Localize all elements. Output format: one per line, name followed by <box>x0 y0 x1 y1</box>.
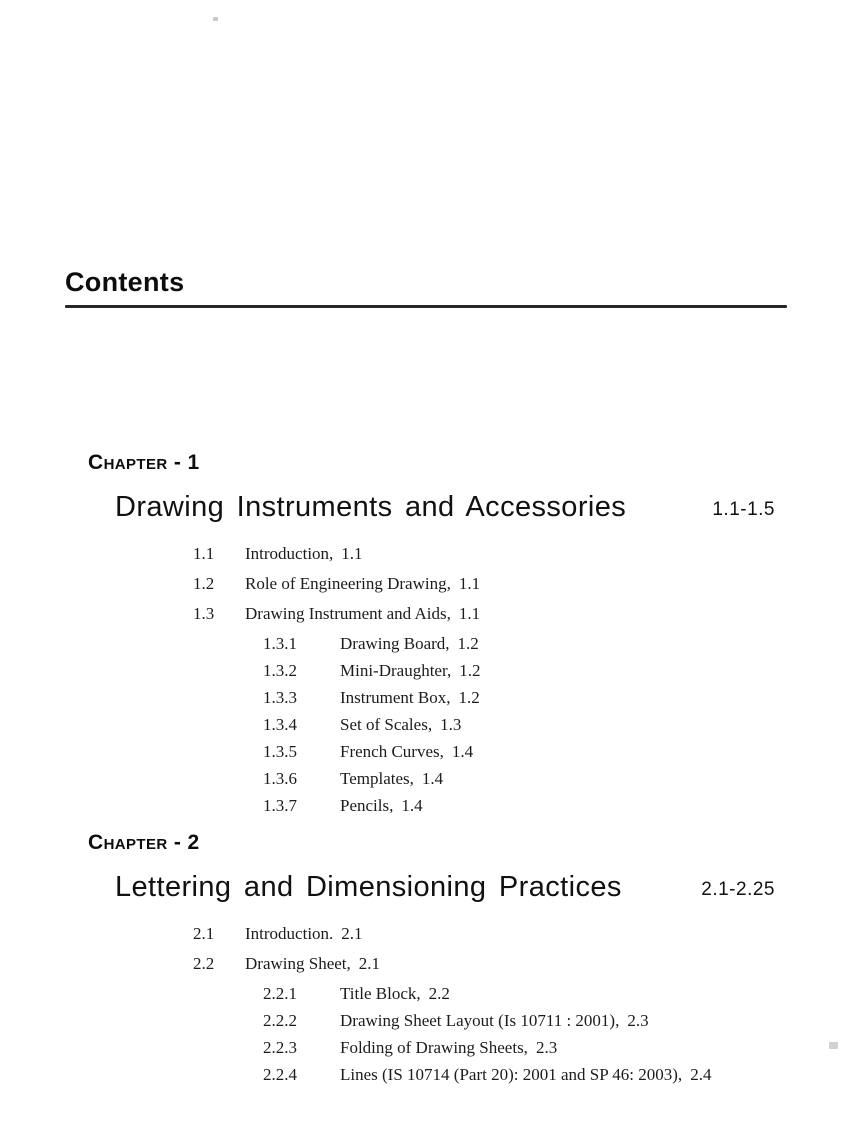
toc-entry-number: 2.2 <box>193 954 215 973</box>
toc-entry-2.1 <box>65 923 787 945</box>
toc-entry-1.3 <box>65 603 787 625</box>
chapter-1-page-range: 1.1-1.5 <box>712 499 775 520</box>
toc-entry-page: 2.1 <box>341 924 363 943</box>
toc-entry-title: Drawing Sheet Layout (Is 10711 : 2001), <box>340 1011 620 1030</box>
contents-header <box>65 266 787 308</box>
toc-entry-page: 2.2 <box>428 984 450 1003</box>
toc-entry-title: Templates, <box>340 769 414 788</box>
toc-entry-1.3.2 <box>65 660 787 682</box>
toc-entry-page: 1.2 <box>457 634 479 653</box>
toc-entry-page: 1.1 <box>458 574 481 593</box>
toc-entry-number: 1.3.4 <box>263 715 297 734</box>
chapter-2-block <box>65 828 787 1091</box>
chapter-1-entries <box>65 543 787 817</box>
toc-entry-1.3.1 <box>65 633 787 655</box>
chapter-2-label: Chapter - 2 <box>88 831 200 854</box>
header-rule <box>65 305 787 308</box>
toc-entry-page: 1.1 <box>458 604 481 623</box>
chapter-2-page-range: 2.1-2.25 <box>701 879 775 900</box>
page-title: Contents <box>65 267 185 297</box>
toc-entry-1.3.5 <box>65 741 787 763</box>
toc-entry-title: Introduction, <box>245 544 334 563</box>
toc-entry-title: Drawing Board, <box>340 634 450 653</box>
toc-entry-number: 1.3.6 <box>263 769 297 788</box>
toc-entry-number: 1.3.5 <box>263 742 297 761</box>
toc-entry-page: 1.4 <box>401 796 423 815</box>
scan-artifact-right <box>829 1042 838 1049</box>
chapter-2-title-row <box>115 868 787 911</box>
toc-entry-number: 2.2.2 <box>263 1011 297 1030</box>
toc-entry-2.2 <box>65 953 787 975</box>
toc-entry-2.2.4 <box>65 1064 787 1086</box>
toc-entry-1.3.7 <box>65 795 787 817</box>
toc-entry-title: Mini-Draughter, <box>340 661 452 680</box>
toc-entry-title: Drawing Instrument and Aids, <box>245 604 451 623</box>
toc-entry-2.2.3 <box>65 1037 787 1059</box>
toc-entry-title: Folding of Drawing Sheets, <box>340 1038 528 1057</box>
chapter-1-title: Drawing Instruments and Accessories <box>115 491 627 523</box>
chapter-1-block <box>65 448 787 822</box>
toc-entry-1.2 <box>65 573 787 595</box>
toc-entry-page: 2.1 <box>358 954 381 973</box>
toc-entry-number: 2.2.3 <box>263 1038 297 1057</box>
toc-entry-number: 1.2 <box>193 574 215 593</box>
toc-entry-number: 1.3.3 <box>263 688 297 707</box>
toc-entry-title: Pencils, <box>340 796 394 815</box>
toc-entry-title: Title Block, <box>340 984 421 1003</box>
chapter-1-label: Chapter - 1 <box>88 451 200 474</box>
toc-entry-title: Instrument Box, <box>340 688 451 707</box>
chapter-2-entries <box>65 923 787 1086</box>
toc-entry-page: 1.3 <box>440 715 462 734</box>
toc-entry-number: 1.3.2 <box>263 661 297 680</box>
scan-artifact-top <box>213 17 218 21</box>
toc-entry-page: 1.4 <box>451 742 474 761</box>
toc-entry-number: 1.3.7 <box>263 796 297 815</box>
toc-entry-number: 2.2.1 <box>263 984 297 1003</box>
toc-entry-page: 1.1 <box>341 544 363 563</box>
toc-entry-1.3.3 <box>65 687 787 709</box>
toc-entry-title: Lines (IS 10714 (Part 20): 2001 and SP 46: 2003), <box>340 1065 683 1084</box>
toc-entry-page: 1.2 <box>459 661 481 680</box>
toc-entry-1.1 <box>65 543 787 565</box>
toc-entry-2.2.2 <box>65 1010 787 1032</box>
toc-entry-page: 2.4 <box>690 1065 712 1084</box>
toc-entry-number: 2.2.4 <box>263 1065 297 1084</box>
toc-entry-number: 1.3.1 <box>263 634 297 653</box>
toc-entry-title: Role of Engineering Drawing, <box>245 574 451 593</box>
toc-entry-number: 1.1 <box>193 544 215 563</box>
toc-entry-title: Drawing Sheet, <box>245 954 351 973</box>
toc-entry-page: 2.3 <box>535 1038 558 1057</box>
toc-entry-title: French Curves, <box>340 742 444 761</box>
toc-entry-number: 2.1 <box>193 924 215 943</box>
toc-entry-1.3.4 <box>65 714 787 736</box>
chapter-2-title: Lettering and Dimensioning Practices <box>115 871 622 903</box>
toc-entry-page: 1.4 <box>421 769 444 788</box>
toc-entry-number: 1.3 <box>193 604 215 623</box>
toc-entry-page: 2.3 <box>627 1011 649 1030</box>
toc-entry-title: Set of Scales, <box>340 715 433 734</box>
toc-entry-page: 1.2 <box>458 688 480 707</box>
toc-entry-2.2.1 <box>65 983 787 1005</box>
toc-entry-title: Introduction. <box>245 924 334 943</box>
chapter-1-title-row <box>115 488 787 531</box>
toc-entry-1.3.6 <box>65 768 787 790</box>
